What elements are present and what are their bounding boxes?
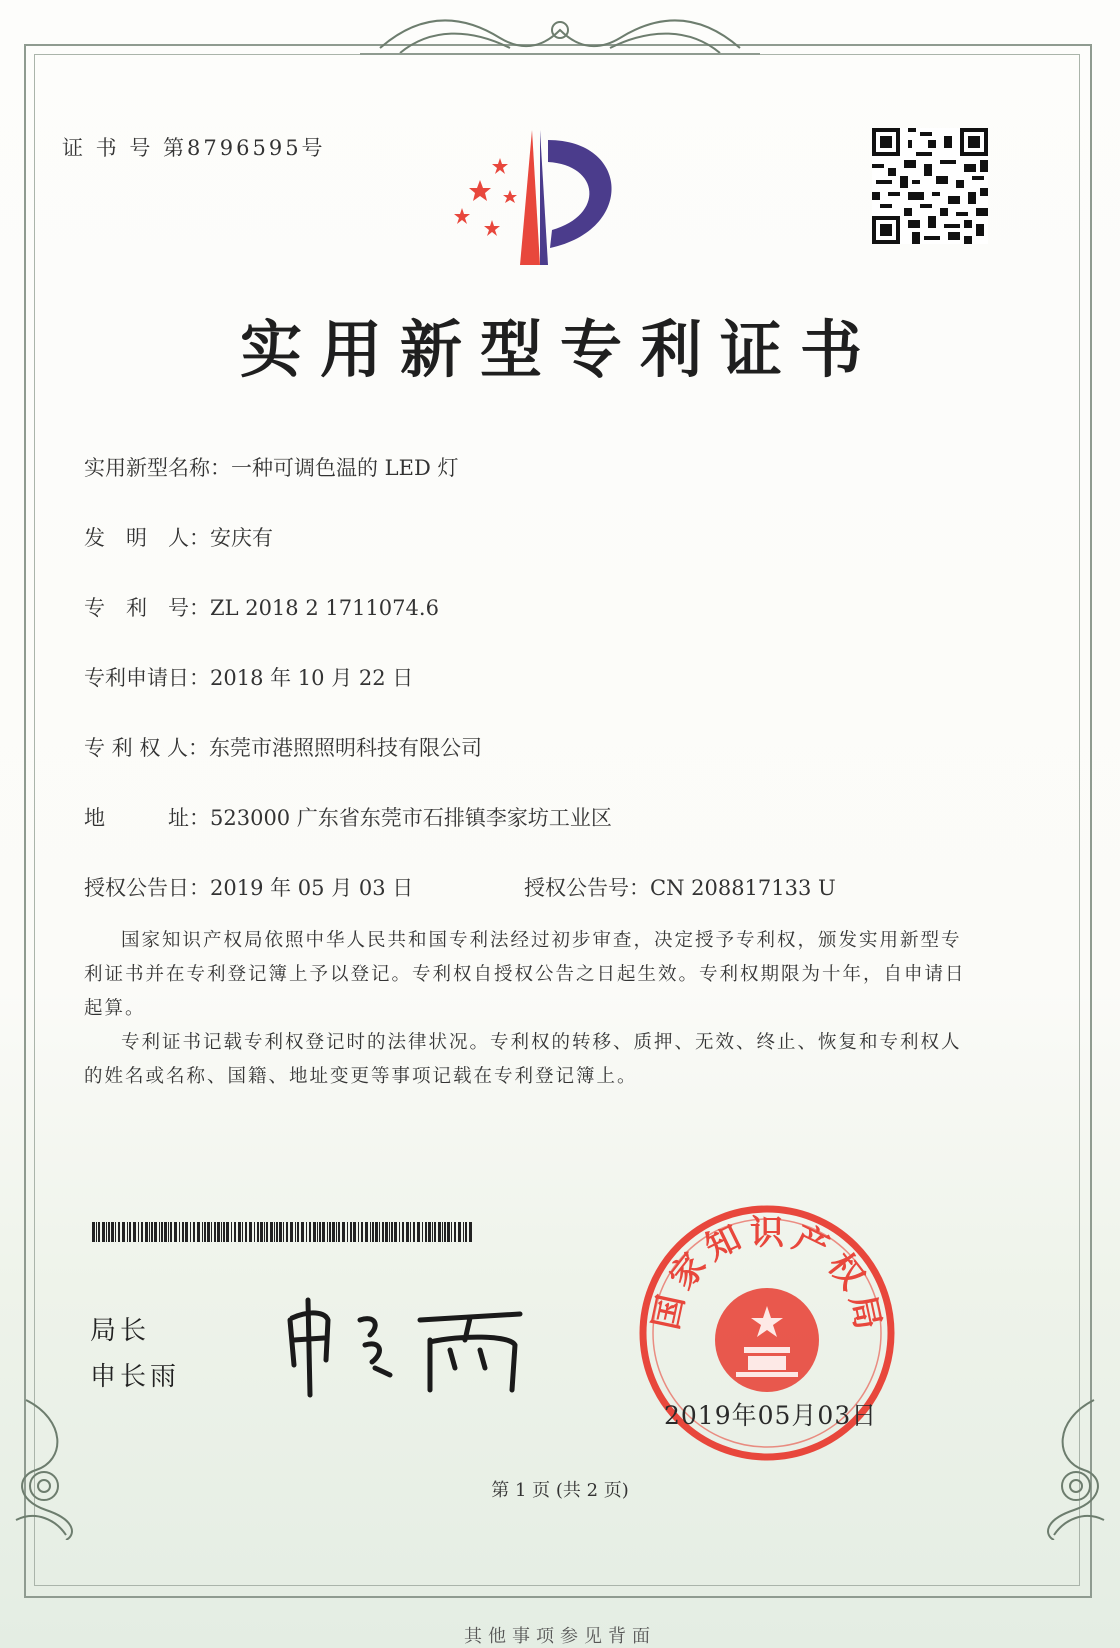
- barcode-bar: [145, 1222, 148, 1242]
- field-value: 2018 年 10 月 22 日: [210, 666, 414, 690]
- field-label: 地 址：: [84, 806, 210, 830]
- barcode-bar: [410, 1222, 411, 1242]
- field-inventor: [84, 522, 273, 552]
- barcode-bar: [179, 1222, 180, 1242]
- barcode-bar: [454, 1222, 456, 1242]
- barcode-bar: [127, 1222, 128, 1242]
- barcode-bar: [353, 1222, 356, 1242]
- barcode-bar: [463, 1222, 464, 1242]
- field-application-date: [84, 662, 413, 692]
- barcode-bar: [319, 1222, 321, 1242]
- barcode-bar: [254, 1222, 255, 1242]
- barcode-bar: [342, 1222, 345, 1242]
- barcode-bar: [108, 1222, 110, 1242]
- barcode-bar: [279, 1222, 282, 1242]
- barcode-bar: [276, 1222, 278, 1242]
- barcode-bar: [141, 1222, 143, 1242]
- barcode-bar: [306, 1222, 307, 1242]
- corner-ornament-bottom-right: [1024, 1390, 1114, 1540]
- barcode-bar: [122, 1222, 125, 1242]
- barcode-bar: [115, 1222, 116, 1242]
- barcode-icon: [92, 1222, 472, 1242]
- barcode-bar: [182, 1222, 184, 1242]
- barcode-bar: [382, 1222, 384, 1242]
- field-label: 专 利 号：: [84, 596, 210, 620]
- barcode-bar: [238, 1222, 241, 1242]
- barcode-bar: [204, 1222, 206, 1242]
- barcode-bar: [168, 1222, 169, 1242]
- barcode-bar: [211, 1222, 212, 1242]
- barcode-bar: [365, 1222, 368, 1242]
- field-label: 授权公告号：: [524, 876, 650, 900]
- director-name: 申长雨: [90, 1362, 181, 1392]
- barcode-bar: [438, 1222, 441, 1242]
- svg-text:局: 局: [841, 1291, 888, 1333]
- barcode-bar: [385, 1222, 388, 1242]
- barcode-bar: [469, 1222, 472, 1242]
- field-value: CN 208817133 U: [650, 876, 836, 900]
- barcode-bar: [202, 1222, 203, 1242]
- barcode-bar: [283, 1222, 284, 1242]
- legal-paragraph-1: 国家知识产权局依照中华人民共和国专利法经过初步审查，决定授予专利权，颁发实用新型专利证书并在专利登记簿上予以登记。专利权自授权公告之日起生效。专利权期限为十年，自申请日起算。: [84, 930, 966, 1019]
- corner-ornament-bottom-left: [6, 1390, 96, 1540]
- barcode-bar: [442, 1222, 443, 1242]
- barcode-bar: [417, 1222, 420, 1242]
- svg-text:识: 识: [750, 1213, 784, 1253]
- barcode-bar: [428, 1222, 431, 1242]
- barcode-bar: [264, 1222, 265, 1242]
- barcode-bar: [375, 1222, 378, 1242]
- director-title: 局长: [90, 1316, 151, 1346]
- barcode-bar: [317, 1222, 318, 1242]
- barcode-bar: [207, 1222, 210, 1242]
- field-label: 实用新型名称：: [84, 456, 231, 480]
- field-value: 一种可调色温的 LED 灯: [231, 456, 459, 480]
- barcode-bar: [98, 1222, 100, 1242]
- barcode-bar: [413, 1222, 415, 1242]
- barcode-bar: [270, 1222, 273, 1242]
- barcode-bar: [434, 1222, 436, 1242]
- barcode-bar: [164, 1222, 167, 1242]
- barcode-bar: [214, 1222, 216, 1242]
- barcode-bar: [159, 1222, 160, 1242]
- barcode-bar: [329, 1222, 331, 1242]
- patent-office-emblem-icon: [440, 120, 640, 270]
- barcode-bar: [118, 1222, 120, 1242]
- barcode-bar: [174, 1222, 177, 1242]
- barcode-bar: [245, 1222, 247, 1242]
- field-value: 东莞市港照照明科技有限公司: [209, 736, 483, 760]
- barcode-bar: [221, 1222, 222, 1242]
- barcode-bar: [394, 1222, 397, 1242]
- barcode-bar: [389, 1222, 390, 1242]
- barcode-bar: [286, 1222, 288, 1242]
- legal-paragraph-2: 专利证书记载专利权登记时的法律状况。专利权的转移、质押、无效、终止、恢复和专利权人的姓名或名称、国籍、地址变更等事项记载在专利登记簿上。: [84, 1032, 962, 1087]
- svg-text:国: 国: [646, 1291, 693, 1333]
- barcode-bar: [111, 1222, 114, 1242]
- svg-text:知: 知: [699, 1217, 748, 1269]
- barcode-bar: [133, 1222, 136, 1242]
- barcode-bar: [336, 1222, 337, 1242]
- barcode-bar: [313, 1222, 316, 1242]
- barcode-bar: [451, 1222, 452, 1242]
- barcode-bar: [260, 1222, 263, 1242]
- barcode-bar: [399, 1222, 400, 1242]
- field-value: 2019 年 05 月 03 日: [210, 876, 414, 900]
- barcode-bar: [138, 1222, 139, 1242]
- barcode-bar: [170, 1222, 172, 1242]
- barcode-bar: [372, 1222, 374, 1242]
- barcode-bar: [102, 1222, 105, 1242]
- barcode-bar: [190, 1222, 191, 1242]
- svg-text:家: 家: [661, 1245, 715, 1298]
- barcode-bar: [257, 1222, 259, 1242]
- barcode-bar: [361, 1222, 363, 1242]
- page-indicator: 第 1 页 (共 2 页): [491, 1480, 629, 1501]
- field-label: 授权公告日：: [84, 876, 210, 900]
- barcode-bar: [231, 1222, 232, 1242]
- barcode-bar: [297, 1222, 299, 1242]
- barcode-bar: [274, 1222, 275, 1242]
- barcode-bar: [391, 1222, 393, 1242]
- barcode-bar: [432, 1222, 433, 1242]
- barcode-bar: [301, 1222, 304, 1242]
- field-address: [84, 802, 612, 832]
- barcode-bar: [447, 1222, 450, 1242]
- barcode-bar: [295, 1222, 296, 1242]
- barcode-bar: [185, 1222, 188, 1242]
- director-signature: [280, 1290, 540, 1400]
- barcode-bar: [154, 1222, 157, 1242]
- barcode-bar: [129, 1222, 131, 1242]
- barcode-bar: [223, 1222, 225, 1242]
- field-value: 523000 广东省东莞市石排镇李家坊工业区: [210, 806, 612, 830]
- barcode-bar: [322, 1222, 325, 1242]
- barcode-bar: [217, 1222, 220, 1242]
- seal-date: 2019年05月03日: [664, 1401, 878, 1430]
- field-patent-number: [84, 592, 439, 622]
- barcode-bar: [350, 1222, 352, 1242]
- barcode-bar: [151, 1222, 153, 1242]
- barcode-bar: [193, 1222, 195, 1242]
- qr-code-icon: [872, 128, 988, 244]
- field-patentee: [84, 732, 482, 762]
- barcode-bar: [406, 1222, 409, 1242]
- barcode-bar: [358, 1222, 359, 1242]
- barcode-bar: [347, 1222, 348, 1242]
- barcode-bar: [149, 1222, 150, 1242]
- barcode-bar: [226, 1222, 229, 1242]
- barcode-bar: [458, 1222, 461, 1242]
- barcode-bar: [290, 1222, 293, 1242]
- barcode-bar: [425, 1222, 427, 1242]
- field-grant-number: [524, 872, 836, 902]
- certificate-title: 实用新型专利证书: [239, 313, 880, 386]
- barcode-bar: [338, 1222, 340, 1242]
- field-value: ZL 2018 2 1711074.6: [210, 596, 439, 620]
- barcode-bar: [422, 1222, 423, 1242]
- field-label: 发 明 人：: [84, 526, 210, 550]
- barcode-bar: [332, 1222, 335, 1242]
- field-grant-date: [84, 872, 413, 902]
- certificate-number: 证 书 号 第8796595号: [62, 136, 326, 160]
- field-utility-model-name: [84, 452, 458, 482]
- barcode-bar: [379, 1222, 380, 1242]
- barcode-bar: [106, 1222, 107, 1242]
- field-label: 专 利 权 人：: [84, 736, 210, 760]
- svg-text:权: 权: [819, 1245, 873, 1298]
- barcode-bar: [242, 1222, 243, 1242]
- barcode-bar: [96, 1222, 97, 1242]
- barcode-bar: [92, 1222, 95, 1242]
- barcode-bar: [249, 1222, 252, 1242]
- top-ornament: [360, 8, 760, 68]
- barcode-bar: [465, 1222, 467, 1242]
- barcode-bar: [370, 1222, 371, 1242]
- field-value: 安庆有: [210, 526, 273, 550]
- svg-text:产: 产: [786, 1217, 835, 1269]
- barcode-bar: [197, 1222, 200, 1242]
- barcode-bar: [309, 1222, 311, 1242]
- barcode-bar: [161, 1222, 163, 1242]
- barcode-bar: [444, 1222, 446, 1242]
- barcode-bar: [234, 1222, 236, 1242]
- field-label: 专利申请日：: [84, 666, 210, 690]
- footer-note: 其他事项参见背面: [464, 1626, 656, 1647]
- barcode-bar: [327, 1222, 328, 1242]
- barcode-bar: [266, 1222, 268, 1242]
- barcode-bar: [402, 1222, 404, 1242]
